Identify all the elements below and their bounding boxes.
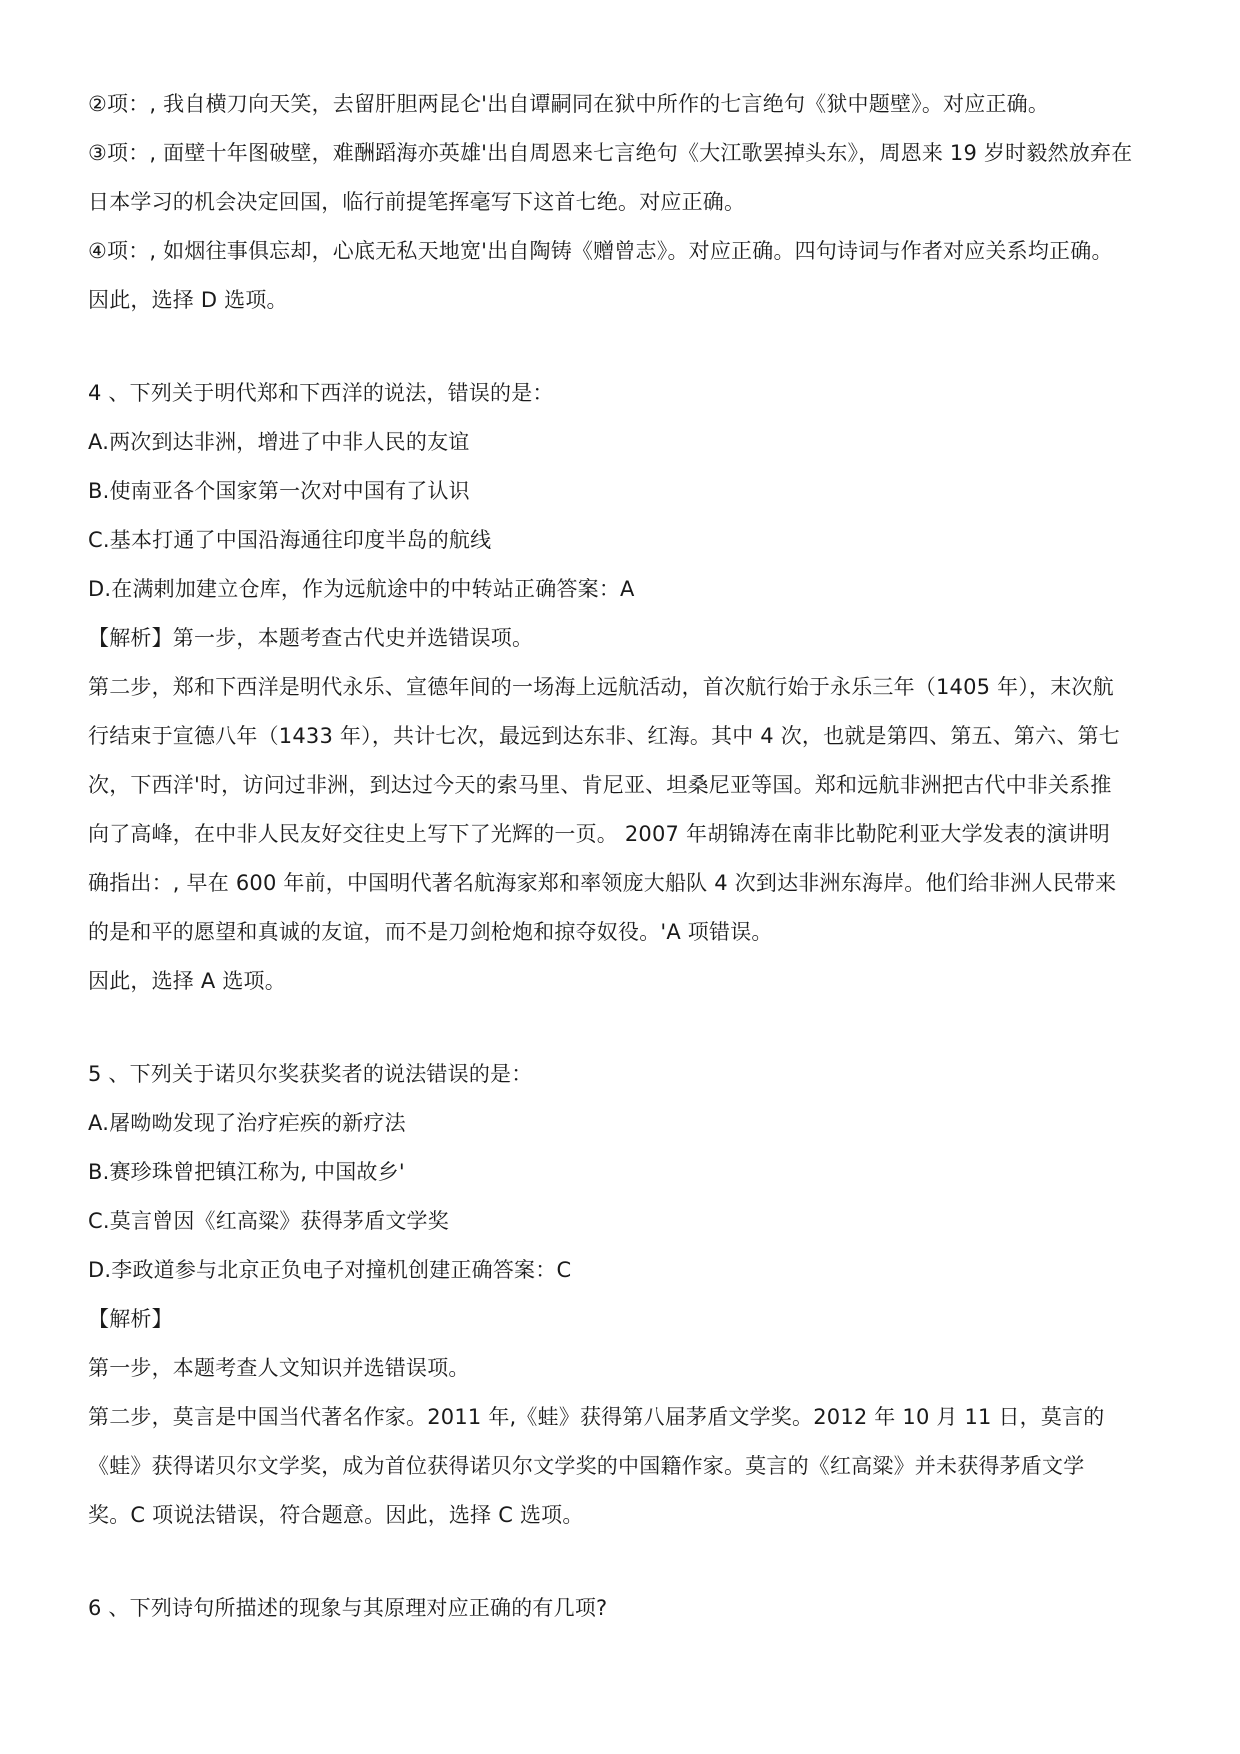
option-a: A.两次到达非洲，增进了中非人民的友谊 [88, 430, 470, 454]
analysis-line: 第二步，莫言是中国当代著名作家。2011 年,《蛙》获得第八届茅盾文学奖。2012 年 10 月 11 日，莫言的 [88, 1405, 1105, 1429]
question-stem: 5 、下列关于诺贝尔奖获奖者的说法错误的是： [88, 1062, 533, 1086]
spacer [88, 1540, 1180, 1584]
analysis-line: 行结束于宣德八年（1433 年），共计七次，最远到达东非、红海。其中 4 次，也就是第四、第五、第六、第七 [88, 724, 1120, 748]
option-c: C.基本打通了中国沿海通往印度半岛的航线 [88, 528, 492, 552]
option-b: B.使南亚各个国家第一次对中国有了认识 [88, 479, 470, 503]
option-d: D.李政道参与北京正负电子对撞机创建正确答案：C [88, 1258, 572, 1282]
analysis-line: 第一步，本题考查人文知识并选错误项。 [88, 1356, 470, 1380]
analysis-line: ④项：, 如烟往事俱忘却，心底无私天地宽'出自陶铸《赠曾志》。对应正确。四句诗词与作者对应关系均正确。 [88, 239, 1113, 263]
question-stem: 6 、下列诗句所描述的现象与其原理对应正确的有几项? [88, 1596, 608, 1620]
question-stem: 4 、下列关于明代郑和下西洋的说法，错误的是： [88, 381, 554, 405]
analysis-line: 确指出：, 早在 600 年前，中国明代著名航海家郑和率领庞大船队 4 次到达非洲东海岸。他们给非洲人民带来 [88, 871, 1117, 895]
analysis-line: 【解析】第一步，本题考查古代史并选错误项。 [88, 626, 534, 650]
question-4 [88, 369, 1180, 1006]
analysis-line: ②项：, 我自横刀向天笑，去留肝胆两昆仑'出自谭嗣同在狱中所作的七言绝句《狱中题壁》。对应正确。 [88, 92, 1050, 116]
option-c: C.莫言曾因《红高粱》获得茅盾文学奖 [88, 1209, 449, 1233]
analysis-line: 日本学习的机会决定回国，临行前提笔挥毫写下这首七绝。对应正确。 [88, 190, 746, 214]
analysis-heading: 【解析】 [88, 1307, 173, 1331]
analysis-line: 《蛙》获得诺贝尔文学奖，成为首位获得诺贝尔文学奖的中国籍作家。莫言的《红高粱》并未获得茅盾文学 [88, 1454, 1085, 1478]
analysis-line: 向了高峰，在中非人民友好交往史上写下了光辉的一页。 2007 年胡锦涛在南非比勒陀利亚大学发表的演讲明 [88, 822, 1110, 846]
analysis-line: ③项：, 面壁十年图破壁，难酬蹈海亦英雄'出自周恩来七言绝句《大江歌罢掉头东》，周恩来 19 岁时毅然放弃在 [88, 141, 1133, 165]
spacer [88, 1006, 1180, 1050]
analysis-conclusion: 因此，选择 A 选项。 [88, 969, 286, 993]
analysis-line: 的是和平的愿望和真诚的友谊，而不是刀剑枪炮和掠夺奴役。'A 项错误。 [88, 920, 773, 944]
option-a: A.屠呦呦发现了治疗疟疾的新疗法 [88, 1111, 406, 1135]
question-5 [88, 1050, 1180, 1540]
previous-question-analysis [88, 80, 1180, 325]
question-6 [88, 1584, 1180, 1633]
analysis-conclusion: 因此，选择 D 选项。 [88, 288, 288, 312]
spacer [88, 325, 1180, 369]
analysis-line: 次，下西洋'时，访问过非洲，到达过今天的索马里、肯尼亚、坦桑尼亚等国。郑和远航非洲把古代中非关系推 [88, 773, 1112, 797]
analysis-line: 第二步，郑和下西洋是明代永乐、宣德年间的一场海上远航活动，首次航行始于永乐三年（1405 年），末次航 [88, 675, 1114, 699]
analysis-conclusion: 奖。C 项说法错误，符合题意。因此，选择 C 选项。 [88, 1503, 584, 1527]
option-d: D.在满剌加建立仓库，作为远航途中的中转站正确答案：A [88, 577, 635, 601]
option-b: B.赛珍珠曾把镇江称为, 中国故乡' [88, 1160, 405, 1184]
